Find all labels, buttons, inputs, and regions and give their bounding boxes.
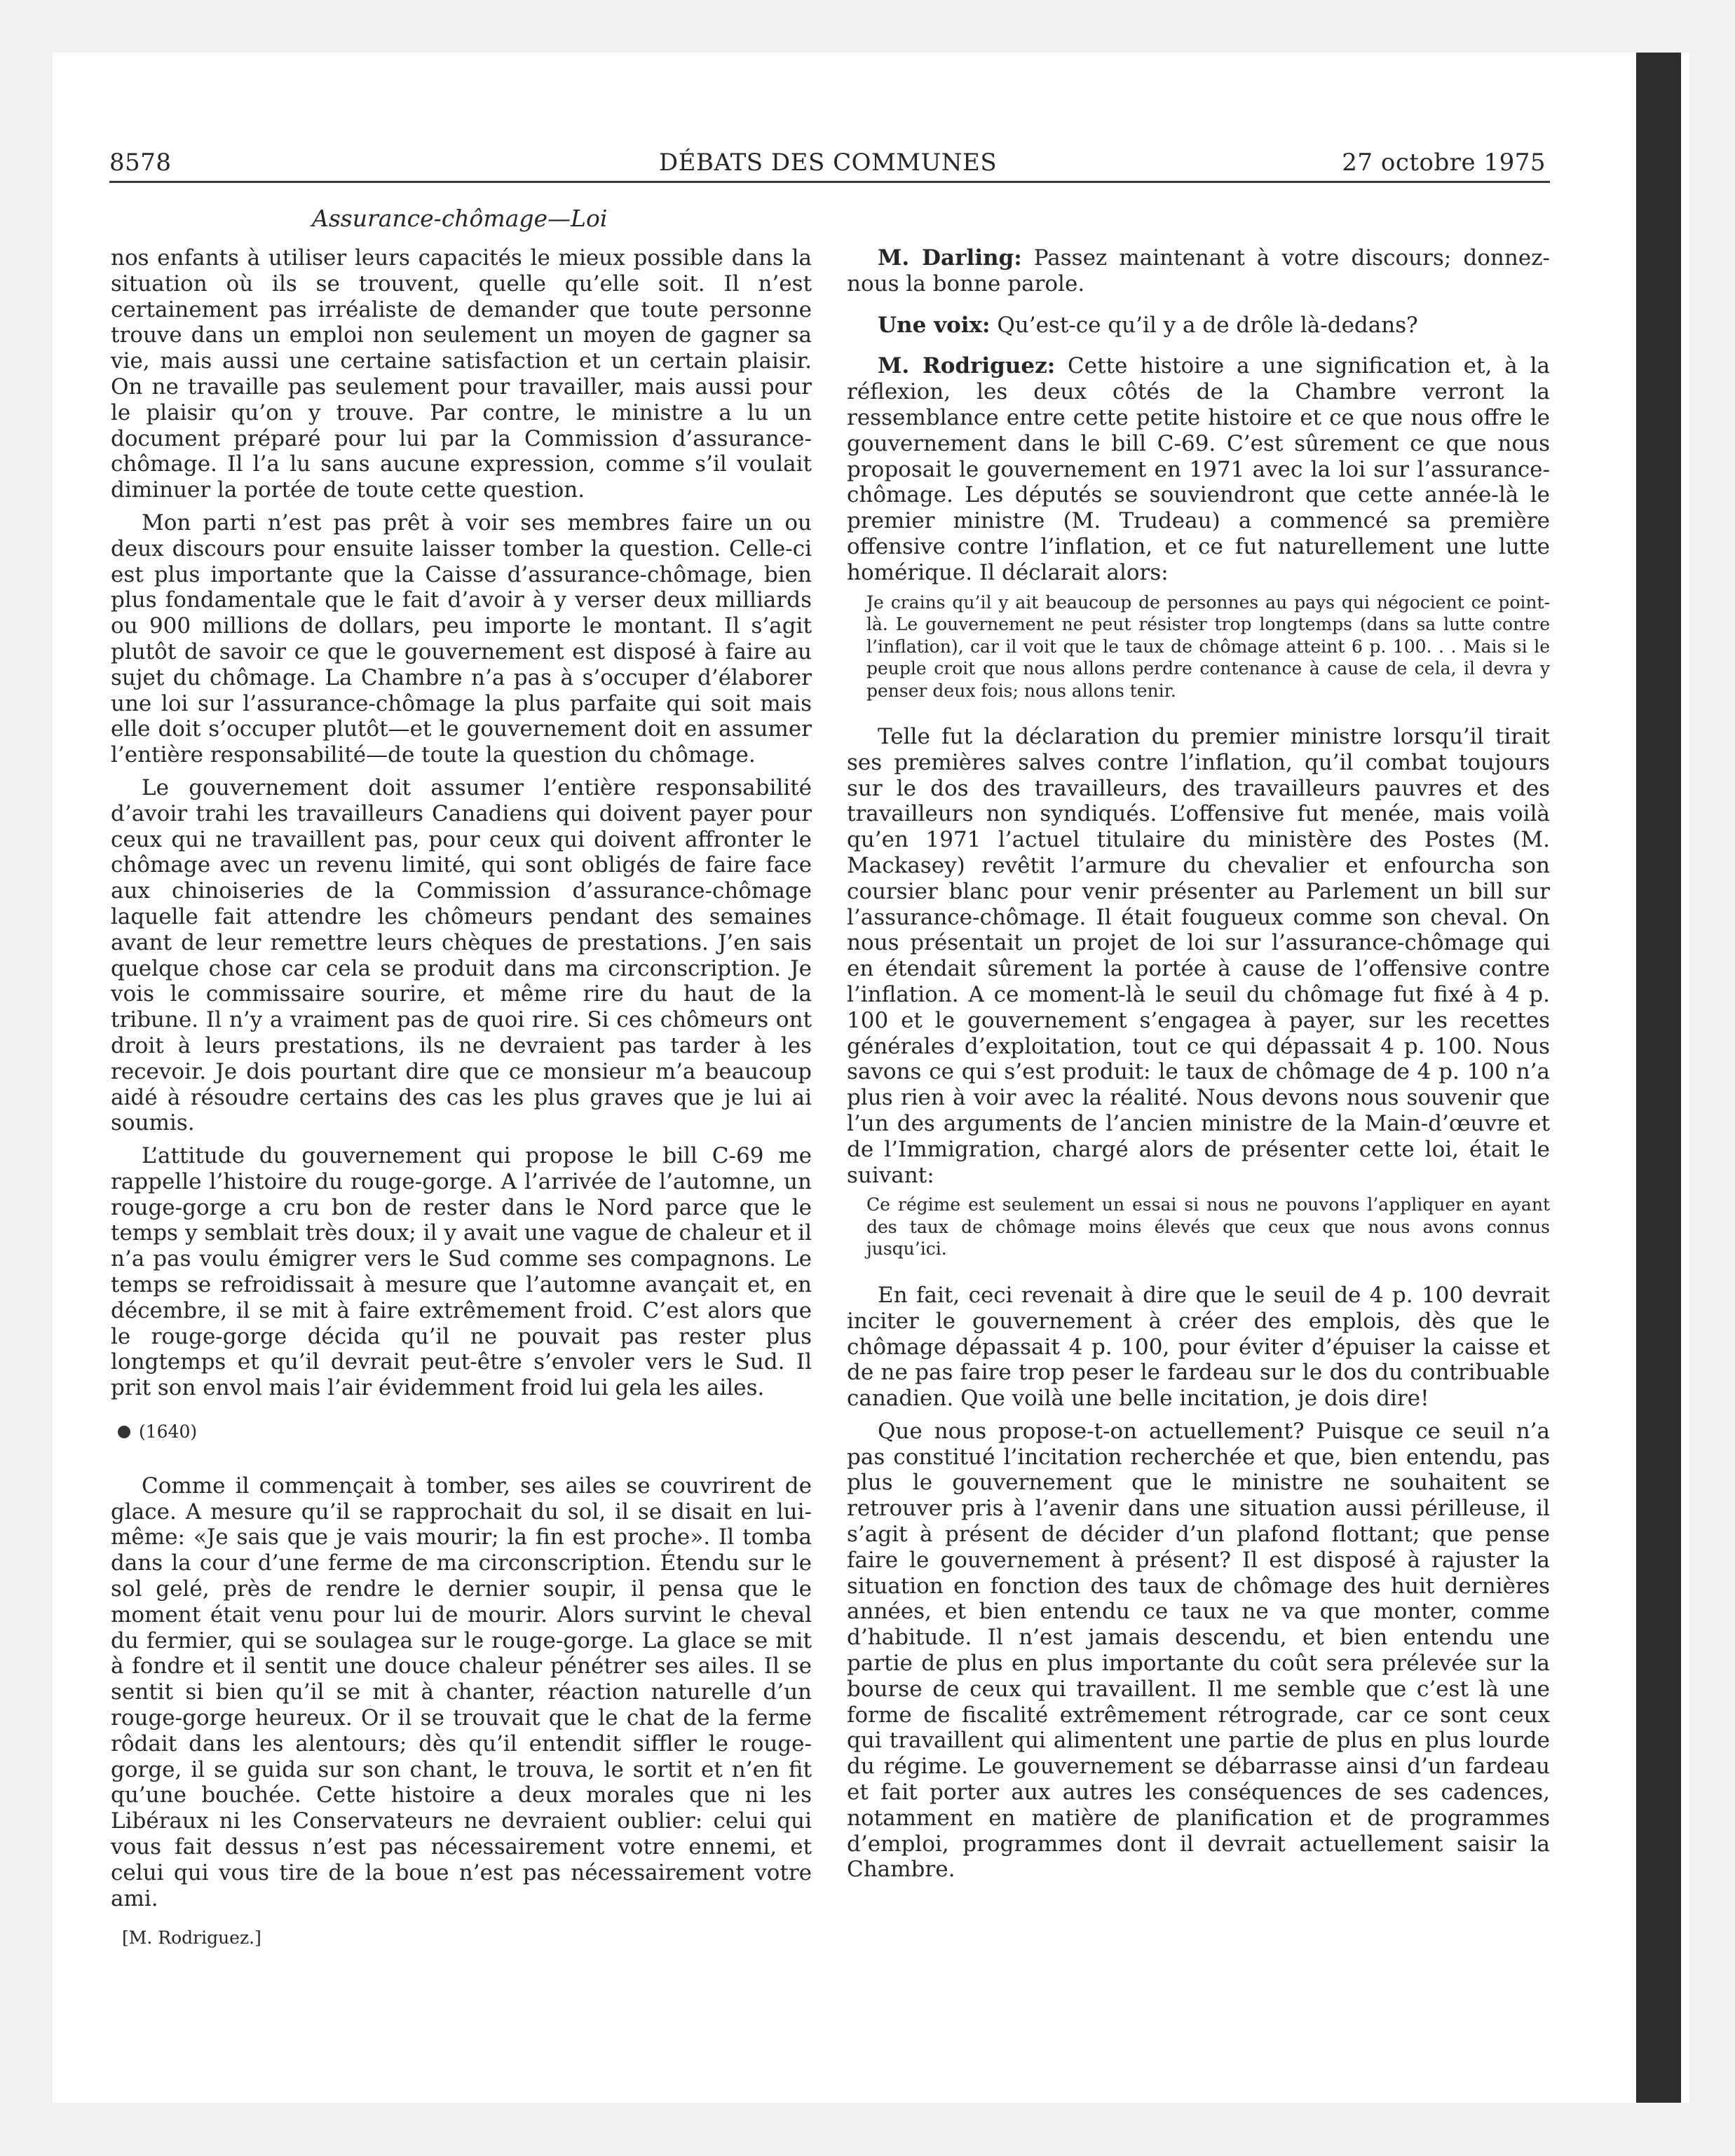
- left-column: [111, 245, 812, 1951]
- speaker-reference: [M. Rodriguez.]: [122, 1928, 261, 1949]
- speaker-name: M. Darling:: [878, 245, 1022, 271]
- running-head: Assurance-chômage—Loi: [312, 205, 608, 232]
- header-rule: [109, 181, 1550, 183]
- paragraph: En fait, ceci revenait à dire que le seuil de 4 p. 100 devrait inciter le gouvernement à créer des emplois, dès que le chômage dépassait 4 p. 100, pour éviter d’épuiser la caisse et de ne pas faire trop peser le fardeau sur le dos du contribuable canadien. Que voilà une belle incitation, je dois dire!: [847, 1282, 1550, 1412]
- paragraph: Le gouvernement doit assumer l’entière responsabilité d’avoir trahi les travailleurs Canadiens qui doivent payer pour ceux qui ne travaillent pas, pour ceux qui doivent affronter le chômage avec un revenu limité, qui sont obligés de faire face aux chinoiseries de la Commission d’assurance-chômage laquelle fait attendre les chômeurs pendant des semaines avant de leur remettre leurs chèques de prestations. J’en sais quelque chose car cela se produit dans ma circonscription. Je vois le commissaire sourire, et même rire du haut de la tribune. Il n’y a vraiment pas de quoi rire. Si ces chômeurs ont droit à leurs prestations, ils ne devraient pas tarder à les recevoir. Je dois pourtant dire que ce monsieur m’a beaucoup aidé à résoudre certains des cas les plus graves que je lui ai soumis.: [111, 775, 812, 1136]
- paragraph: Comme il commençait à tomber, ses ailes se couvrirent de glace. A mesure qu’il se rapprochait du sol, il se disait en lui-même: «Je sais que je vais mourir; la fin est proche». Il tomba dans la cour d’une ferme de ma circonscription. Étendu sur le sol gelé, près de rendre le dernier soupir, il pensa que le moment était venu pour lui de mourir. Alors survint le cheval du fermier, qui se soulagea sur le rouge-gorge. La glace se mit à fondre et il sentit une douce chaleur pénétrer ses ailes. Il se sentit si bien qu’il se mit à chanter, réaction naturelle d’un rouge-gorge heureux. Or il se trouvait que le chat de la ferme rôdait dans les alentours; dès qu’il entendit siffler le rouge-gorge, il se guida sur son chant, le trouva, le sortit et n’en fit qu’une bouchée. Cette histoire a deux morales que ni les Libéraux ni les Conservateurs ne devraient oublier: celui qui vous fait dessus n’est pas nécessairement votre ennemi, et celui qui vous tire de la boue n’est pas nécessairement votre ami.: [111, 1473, 812, 1911]
- speaker-name: M. Rodriguez:: [878, 353, 1056, 379]
- paragraph: nos enfants à utiliser leurs capacités le mieux possible dans la situation où ils se trouvent, quelle qu’elle soit. Il n’est certainement pas irréaliste de demander que toute personne trouve dans un emploi non seulement un moyen de gagner sa vie, mais aussi une certaine satisfaction et un certain plaisir. On ne travaille pas seulement pour travailler, mais aussi pour le plaisir qu’on y trouve. Par contre, le ministre a lu un document préparé pour lui par la Commission d’assurance-chômage. Il l’a lu sans aucune expression, comme s’il voulait diminuer la portée de toute cette question.: [111, 245, 812, 503]
- speech-text: Qu’est-ce qu’il y a de drôle là-dedans?: [990, 312, 1418, 338]
- page-number: 8578: [109, 149, 172, 177]
- speech-text: Passez maintenant à votre discours; donnez-nous la bonne parole.: [847, 245, 1550, 296]
- intervention-voice: [847, 313, 1550, 339]
- paragraph: Telle fut la déclaration du premier ministre lorsqu’il tirait ses premières salves contre l’inflation, qu’il combat toujours sur le dos des travailleurs, des travailleurs pauvres et des travailleurs non syndiqués. L’offensive fut menée, mais voilà qu’en 1971 l’actuel titulaire du ministère des Postes (M. Mackasey) revêtit l’armure du chevalier et enfourcha son coursier blanc pour venir présenter au Parlement un bill sur l’assurance-chômage. Il était fougueux comme son cheval. On nous présentait un projet de loi sur l’assurance-chômage qui en étendait sûrement la portée à cause de l’offensive contre l’inflation. A ce moment-là le seuil du chômage fut fixé à 4 p. 100 et le gouvernement s’engagea à payer, sur les recettes générales d’exploitation, tout ce qui dépassait 4 p. 100. Nous savons ce qui s’est produit: le taux de chômage de 4 p. 100 n’a plus rien à voir avec la réalité. Nous devons nous souvenir que l’un des arguments de l’ancien ministre de la Main-d’œuvre et de l’Immigration, chargé alors de présenter cette loi, était le suivant:: [847, 724, 1550, 1188]
- paragraph: Mon parti n’est pas prêt à voir ses membres faire un ou deux discours pour ensuite laisser tomber la question. Celle-ci est plus importante que la Caisse d’assurance-chômage, bien plus fondamentale que le fait d’avoir à y verser deux milliards ou 900 millions de dollars, peu importe le montant. Il s’agit plutôt de savoir ce que le gouvernement est disposé à faire au sujet du chômage. La Chambre n’a pas à s’occuper d’élaborer une loi sur l’assurance-chômage la plus parfaite qui soit mais elle doit s’occuper plutôt—et le gouvernement doit en assumer l’entière responsabilité—de toute la question du chômage.: [111, 510, 812, 768]
- time-stamp: [118, 1419, 812, 1445]
- block-quote: Je crains qu’il y ait beaucoup de personnes au pays qui négocient ce point-là. Le gouvernement ne peut résister trop longtemps (dans sa lutte contre l’inflation), car il voit que le taux de chômage atteint 6 p. 100. . . Mais si le peuple croit que nous allons perdre contenance à cause de cela, il devra y penser deux fois; nous allons tenir.: [866, 592, 1550, 701]
- issue-date: 27 octobre 1975: [1342, 149, 1546, 177]
- scan-edge-shadow: [1636, 53, 1681, 2103]
- paragraph: L’attitude du gouvernement qui propose le bill C-69 me rappelle l’histoire du rouge-gorge. A l’arrivée de l’automne, un rouge-gorge a cru bon de rester dans le Nord parce que le temps y semblait très doux; il y avait une vague de chaleur et il n’a pas voulu émigrer vers le Sud comme ses compagnons. Le temps se refroidissait à mesure que l’automne avançait et, en décembre, il se mit à faire extrêmement froid. C’est alors que le rouge-gorge décida qu’il ne pouvait pas rester plus longtemps et qu’il devrait peut-être s’envoler vers le Sud. Il prit son envol mais l’air évidemment froid lui gela les ailes.: [111, 1143, 812, 1401]
- journal-title: DÉBATS DES COMMUNES: [658, 149, 998, 177]
- speaker-name: Une voix:: [878, 312, 991, 338]
- right-column: [847, 245, 1550, 1883]
- intervention-rodriguez: [847, 353, 1550, 585]
- intervention-darling: [847, 245, 1550, 297]
- bullet-icon: [118, 1426, 130, 1438]
- speech-text: Cette histoire a une signification et, à la réflexion, les deux côtés de la Chambre verront la ressemblance entre cette petite histoire et ce que nous offre le gouvernement dans le bill C-69. C’est sûrement ce que nous proposait le gouvernement en 1971 avec la loi sur l’assurance-chômage. Les députés se souviendront que cette année-là le premier ministre (M. Trudeau) a commencé sa première offensive contre l’inflation, et ce fut naturellement une lutte homérique. Il déclarait alors:: [847, 353, 1550, 585]
- time-stamp-label: (1640): [139, 1421, 198, 1442]
- block-quote: Ce régime est seulement un essai si nous ne pouvons l’appliquer en ayant des taux de chômage moins élevés que ceux que nous avons connus jusqu’ici.: [866, 1194, 1550, 1260]
- paragraph: Que nous propose-t-on actuellement? Puisque ce seuil n’a pas constitué l’incitation recherchée et que, bien entendu, pas plus le gouvernement que le ministre ne souhaitent se retrouver pris à l’avenir dans une situation aussi périlleuse, il s’agit à présent de décider d’un plafond flottant; que pense faire le gouvernement à présent? Il est disposé à rajuster la situation en fonction des taux de chômage des huit dernières années, et bien entendu ce taux ne va que monter, comme d’habitude. Il n’est jamais descendu, et bien entendu une partie de plus en plus importante du coût sera prélevée sur la bourse de ceux qui travaillent. Il me semble que c’est là une forme de fiscalité extrêmement rétrograde, car ce sont ceux qui travaillent qui alimentent une partie de plus en plus lourde du régime. Le gouvernement se débarrasse ainsi d’un fardeau et fait porter aux autres les conséquences de ses cadences, notamment en matière de planification et de programmes d’emploi, programmes dont il devrait actuellement saisir la Chambre.: [847, 1418, 1550, 1883]
